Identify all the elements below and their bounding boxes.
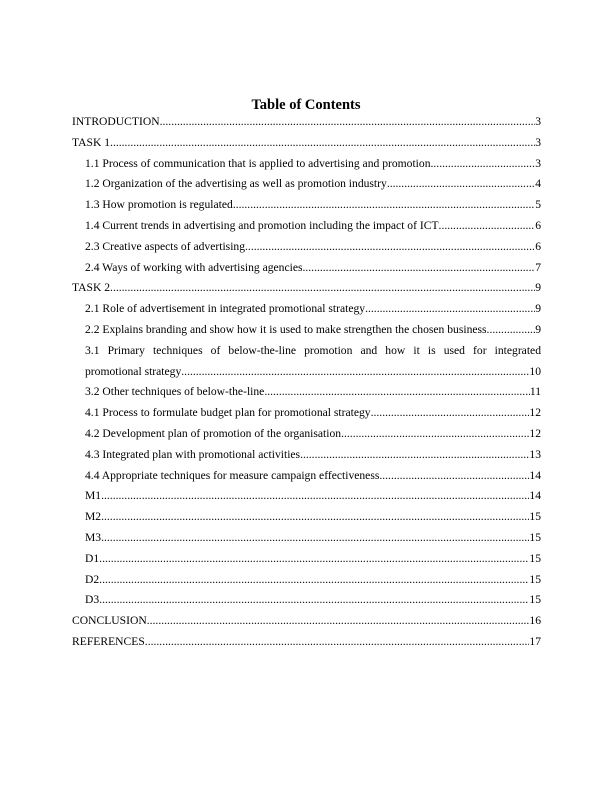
toc-page-number: 6 (535, 218, 541, 232)
toc-entry-3-2[interactable] (72, 382, 541, 403)
toc-entry-text: 1.2 Organization of the advertising as well as promotion industry (85, 177, 387, 191)
toc-entry-text: M3 (85, 530, 102, 544)
toc-entry-text: REFERENCES (72, 634, 145, 648)
toc-entry-task-2[interactable] (72, 278, 541, 299)
toc-page-number: 14 (529, 489, 541, 503)
toc-page-number: 12 (529, 426, 541, 440)
toc-entry-text: 4.2 Development plan of promotion of the organisation (85, 426, 342, 440)
toc-entry-d3[interactable] (72, 590, 541, 611)
toc-entry-conclusion[interactable] (72, 611, 541, 632)
toc-page-number: 11 (529, 385, 541, 399)
toc-entry-introduction[interactable] (72, 112, 541, 133)
toc-entry-text: 1.3 How promotion is regulated (85, 198, 233, 212)
toc-page-number: 12 (529, 406, 541, 420)
toc-entry-d1[interactable] (72, 549, 541, 570)
toc-page-number: 15 (529, 551, 541, 565)
toc-page-number: 3 (535, 115, 541, 128)
toc-page-number: 10 (529, 364, 541, 378)
toc-page-number: 7 (535, 260, 541, 274)
toc-page-number: 15 (529, 593, 541, 607)
toc-entry-text-continued: promotional strategy (85, 364, 182, 378)
toc-entry-2-1[interactable] (72, 299, 541, 320)
toc-entry-4-3[interactable] (72, 445, 541, 466)
toc-entry-m2[interactable] (72, 507, 541, 528)
toc-entry-4-4[interactable] (72, 466, 541, 487)
toc-entry-text: 1.1 Process of communication that is applied to advertising and promotion (85, 156, 431, 170)
toc-page-number: 3 (535, 135, 541, 149)
toc-entry-text: INTRODUCTION (72, 115, 160, 128)
toc-entry-text: M1 (85, 489, 102, 503)
toc-entry-2-3[interactable] (72, 237, 541, 258)
toc-entry-text: D3 (85, 593, 100, 607)
toc-entry-text: 2.2 Explains branding and show how it is used to make strengthen the chosen business (85, 322, 487, 336)
toc-entry-1-3[interactable] (72, 195, 541, 216)
toc-entry-text: 4.4 Appropriate techniques for measure campaign effectiveness (85, 468, 380, 482)
toc-entry-2-4[interactable] (72, 258, 541, 279)
toc-page-number: 14 (529, 468, 541, 482)
toc-entry-4-1[interactable] (72, 403, 541, 424)
toc-entry-2-2[interactable] (72, 320, 541, 341)
toc-entry-task-1[interactable] (72, 133, 541, 154)
toc-entry-text: CONCLUSION (72, 614, 147, 628)
toc-entry-text: M2 (85, 510, 102, 524)
toc-entry-text: 1.4 Current trends in advertising and promotion including the impact of ICT (85, 218, 439, 232)
toc-page-number: 9 (535, 322, 541, 336)
toc-entry-1-1[interactable] (72, 154, 541, 175)
toc-title: Table of Contents (251, 97, 361, 113)
toc-list (72, 112, 541, 653)
toc-entry-text: 4.1 Process to formulate budget plan for promotional strategy (85, 406, 371, 420)
toc-entry-text: 2.1 Role of advertisement in integrated promotional strategy (85, 302, 366, 316)
toc-page-number: 17 (529, 634, 541, 648)
toc-entry-text: D2 (85, 572, 100, 586)
toc-entry-text: TASK 2 (72, 281, 111, 295)
toc-page-number: 4 (535, 177, 541, 191)
toc-entry-text: 3.2 Other techniques of below-the-line (85, 385, 265, 399)
toc-entry-m1[interactable] (72, 486, 541, 507)
toc-entry-m3[interactable] (72, 528, 541, 549)
toc-entry-references[interactable] (72, 632, 541, 653)
toc-page-number: 16 (529, 614, 541, 628)
toc-entry-d2[interactable] (72, 570, 541, 591)
toc-page-number: 15 (529, 510, 541, 524)
toc-entry-text: 4.3 Integrated plan with promotional activities (85, 447, 301, 461)
toc-page-number: 9 (535, 302, 541, 316)
toc-entry-text: 3.1 Primary techniques of below-the-line promotion and how it is used for integrated (85, 343, 541, 357)
toc-page-number: 15 (529, 572, 541, 586)
toc-entry-1-4[interactable] (72, 216, 541, 237)
toc-entry-3-1[interactable] (72, 341, 541, 383)
toc-entry-1-2[interactable] (72, 174, 541, 195)
toc-page-number: 13 (529, 447, 541, 461)
toc-page-number: 9 (535, 281, 541, 295)
toc-entry-text: 2.3 Creative aspects of advertising (85, 239, 246, 253)
toc-page-number: 5 (535, 198, 541, 212)
toc-page-number: 6 (535, 239, 541, 253)
toc-page-number: 3 (535, 156, 541, 170)
toc-entry-text: D1 (85, 551, 100, 565)
toc-entry-4-2[interactable] (72, 424, 541, 445)
toc-page-number: 15 (529, 530, 541, 544)
toc-entry-text: TASK 1 (72, 135, 111, 149)
toc-entry-text: 2.4 Ways of working with advertising agencies (85, 260, 303, 274)
